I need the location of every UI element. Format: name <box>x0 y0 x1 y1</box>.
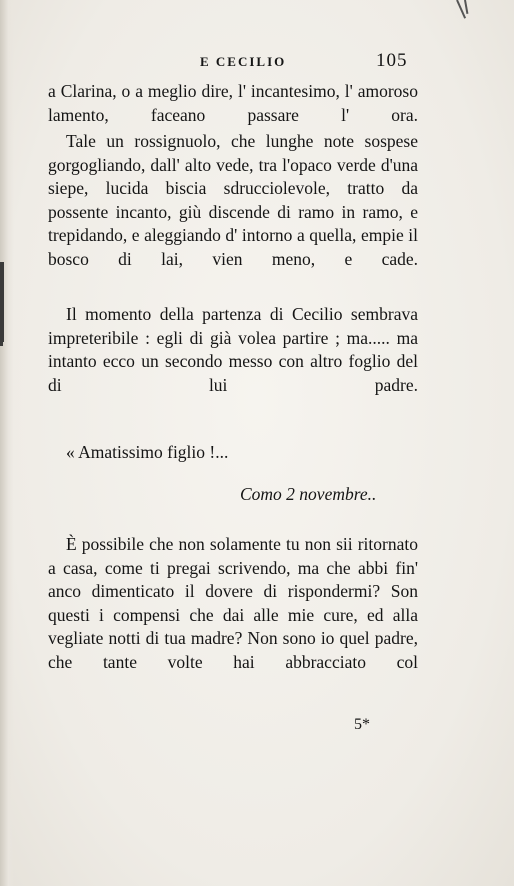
letter-dateline: Como 2 novembre.. <box>240 484 377 504</box>
paragraph: Tale un rossignuolo, che lunghe note sospese gorgogliando, dall' alto vede, tra l'opaco verde d'una siepe, lucida biscia sdrucciolevole, tratto da possente incanto, giù discende di ramo in ramo, e trepidando, e aleggiando d' intorno a quella, empie il bosco di lai, vien meno, e cade. <box>48 131 418 269</box>
page-number: 105 <box>376 50 408 71</box>
letter-salutation: « Amatissimo figlio !... <box>66 442 229 462</box>
binding-edge <box>0 0 14 886</box>
paragraph: Il momento della partenza di Cecilio sembrava impreteribile : egli di già volea partire ; ma..... ma intanto ecco un secondo messo con altro foglio del di lui padre. <box>48 304 418 395</box>
binding-speck <box>0 338 3 346</box>
paragraph: È possibile che non solamente tu non sii ritornato a casa, come ti pregai scrivendo, ma che abbi fin' anco dimenticato il dovere di rispondermi? Son questi i compensi che dai alle mie cure, ed alla vegliate notti di tua madre? Non sono io quel padre, che tante volte hai abbracciato col <box>48 534 418 672</box>
signature-mark: 5* <box>354 716 370 733</box>
running-head: E CECILIO <box>200 54 287 69</box>
binding-shadow <box>0 262 4 342</box>
corner-stroke <box>464 0 468 14</box>
paragraph: a Clarina, o a meglio dire, l' incantesimo, l' amoroso lamento, faceano passare l' ora. <box>48 81 418 125</box>
